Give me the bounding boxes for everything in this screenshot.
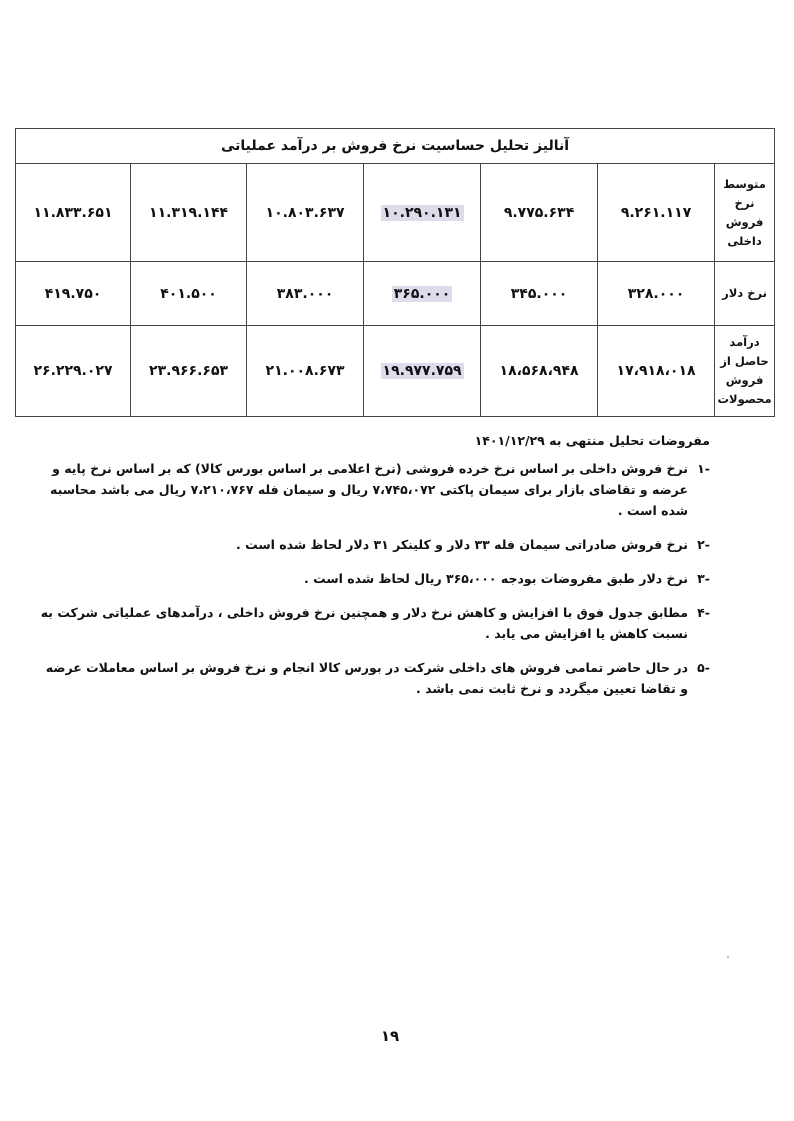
table-cell: ۳۴۵.۰۰۰ <box>481 262 598 326</box>
table-cell-highlighted <box>364 326 481 417</box>
item-text: نرخ دلار طبق مفروضات بودجه ۳۶۵،۰۰۰ ریال لحاظ شده است . <box>303 571 688 586</box>
table-cell: ۳۸۳.۰۰۰ <box>247 262 364 326</box>
list-item <box>40 602 710 644</box>
page-number: ۱۹ <box>380 1027 400 1045</box>
table-cell: ۲۱.۰۰۸.۶۷۳ <box>247 326 364 417</box>
assumptions-heading: مفروضات تحلیل منتهی به ۱۴۰۱/۱۲/۲۹ <box>474 433 710 448</box>
table-row <box>16 326 775 417</box>
item-number: -۴ <box>697 605 710 620</box>
table-cell: ۱۷،۹۱۸،۰۱۸ <box>598 326 715 417</box>
list-item <box>40 458 710 521</box>
item-number: -۲ <box>697 537 710 552</box>
item-number: -۱ <box>697 461 710 476</box>
highlighted-value: ۱۰.۲۹۰.۱۳۱ <box>382 204 462 221</box>
table-title: آنالیز تحلیل حساسیت نرخ فروش بر درآمد عملیاتی <box>16 129 775 164</box>
table-cell: ۹.۷۷۵.۶۳۴ <box>481 164 598 262</box>
table-row <box>16 164 775 262</box>
item-number: -۵ <box>697 660 710 675</box>
item-text: نرخ فروش داخلی بر اساس نرخ خرده فروشی (نرخ اعلامی بر اساس بورس کالا) که بر اساس نرخ پایه و عرضه و تقاضای بازار برای سیمان پاکتی ۷،۷۴۵،۰۷۲ ریال و سیمان فله ۷،۲۱۰،۷۶۷ ریال می باشد محاسبه شده است . <box>50 461 688 518</box>
table-cell: ۱۰.۸۰۳.۶۳۷ <box>247 164 364 262</box>
table-cell-highlighted <box>364 164 481 262</box>
table-cell: ۳۲۸.۰۰۰ <box>598 262 715 326</box>
list-item <box>40 534 710 555</box>
item-text: نرخ فروش صادراتی سیمان فله ۳۳ دلار و کلینکر ۳۱ دلار لحاظ شده است . <box>236 537 688 552</box>
item-text: مطابق جدول فوق با افزایش و کاهش نرخ دلار و همچنین نرخ فروش داخلی ، درآمدهای عملیاتی شرکت به نسبت کاهش یا افزایش می یابد . <box>40 605 688 641</box>
table-cell: ۹.۲۶۱.۱۱۷ <box>598 164 715 262</box>
row-label: متوسط نرخ فروش داخلی <box>715 164 775 262</box>
highlighted-value: ۱۹.۹۷۷.۷۵۹ <box>382 363 462 379</box>
table-cell: ۱۱.۸۳۳.۶۵۱ <box>16 164 131 262</box>
table-cell: ۴۰۱.۵۰۰ <box>131 262 247 326</box>
table-row <box>16 262 775 326</box>
item-number: -۳ <box>697 571 710 586</box>
table-cell: ۲۳.۹۶۶.۶۵۳ <box>131 326 247 417</box>
row-label: نرخ دلار <box>715 262 775 326</box>
table-cell-highlighted <box>364 262 481 326</box>
highlighted-value: ۳۶۵.۰۰۰ <box>393 285 451 302</box>
table-cell: ۱۱.۳۱۹.۱۴۴ <box>131 164 247 262</box>
table-cell: ۲۶.۲۲۹.۰۲۷ <box>16 326 131 417</box>
sensitivity-table <box>15 128 775 417</box>
list-item <box>40 568 710 589</box>
table-cell: ۱۸،۵۶۸،۹۴۸ <box>481 326 598 417</box>
list-item <box>40 657 710 699</box>
row-label: درآمد حاصل از فروش محصولات <box>715 326 775 417</box>
table-cell: ۴۱۹.۷۵۰ <box>16 262 131 326</box>
assumptions-section <box>40 433 710 712</box>
scan-speck <box>727 956 729 958</box>
item-text: در حال حاضر تمامی فروش های داخلی شرکت در بورس کالا انجام و نرخ فروش بر اساس معاملات عرضه و تقاضا تعیین میگردد و نرخ ثابت نمی باشد . <box>45 660 688 696</box>
